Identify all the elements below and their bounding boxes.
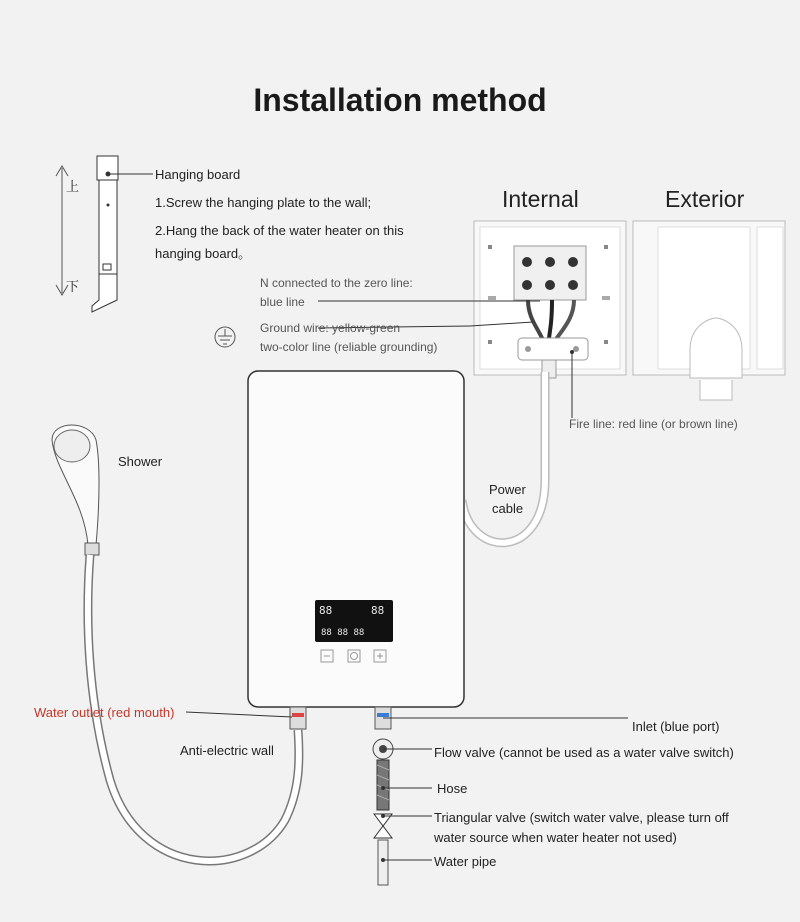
page-title: Installation method [253, 82, 547, 118]
up-label: 上 [66, 179, 80, 194]
water-pipe-label: Water pipe [434, 854, 497, 869]
display-bottom-digits: 88 88 88 [321, 628, 365, 638]
hanging-board-illustration [92, 156, 118, 312]
triangular-valve-label-1: Triangular valve (switch water valve, please turn off [434, 810, 729, 825]
power-cable-label-1: Power [489, 482, 526, 497]
exterior-header: Exterior [665, 186, 745, 212]
water-heater-unit [248, 371, 464, 707]
anti-electric-wall-label: Anti-electric wall [180, 743, 274, 758]
ground-icon [215, 327, 235, 347]
hanging-step1: 1.Screw the hanging plate to the wall; [155, 195, 372, 210]
control-display [315, 600, 393, 642]
triangular-valve-label-2: water source when water heater not used) [434, 830, 677, 845]
display-left-digits: 88 [319, 604, 333, 617]
water-outlet-label: Water outlet (red mouth) [34, 705, 175, 720]
exterior-panel [633, 221, 785, 400]
ground-label-2: two-color line (reliable grounding) [260, 340, 438, 354]
hanging-step2a: 2.Hang the back of the water heater on this [155, 223, 404, 238]
inlet-label: Inlet (blue port) [632, 719, 720, 734]
flow-valve-label: Flow valve (cannot be used as a water valve switch) [434, 745, 734, 760]
ground-label-1: Ground wire: yellow-green [260, 321, 401, 335]
internal-panel [474, 221, 626, 378]
down-label: 下 [66, 279, 80, 294]
fire-line-label: Fire line: red line (or brown line) [569, 417, 738, 431]
power-cable-label-2: cable [492, 501, 524, 516]
n-line-label-1: N connected to the zero line: [260, 276, 413, 290]
internal-header: Internal [502, 186, 579, 212]
hanging-step2b: hanging board。 [155, 246, 252, 261]
shower-label: Shower [118, 454, 163, 469]
hose-label: Hose [437, 781, 468, 796]
display-right-digits: 88 [371, 604, 385, 617]
n-line-label-2: blue line [260, 295, 305, 309]
hanging-board-label: Hanging board [155, 167, 241, 182]
